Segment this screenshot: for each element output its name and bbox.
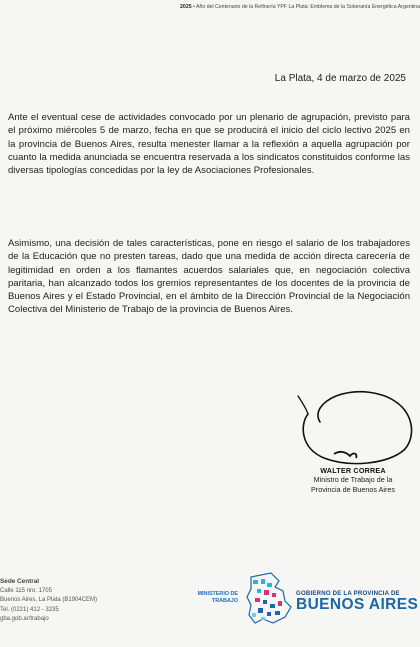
footer-address-line-2: Buenos Aires, La Plata (B1904CEM) [0, 597, 98, 603]
header-year: 2025 [180, 4, 192, 10]
header-motto-line [0, 2, 420, 12]
ministry-label [180, 591, 238, 605]
footer-address [0, 577, 97, 625]
signer-name: WALTER CORREA [320, 466, 386, 475]
letter-paragraph-1: Ante el eventual cese de actividades convocado por un plenario de agrupación, previsto para el próximo miércoles 5 de marzo, fecha en que se producirá el inicio del ciclo lectivo 2025 en la provincia de Buenos Aires, resulta menester llamar a la reflexión a aquella agrupación por cuanto la medida anunciada se encuentra reservada a los sindicatos constituidos conforme las diversas tipologías concedidas por la ley de Asociaciones Profesionales. [8, 112, 410, 177]
ministry-label-line-1: MINISTERIO DE [197, 591, 238, 597]
province-map-logo-icon [245, 571, 293, 627]
ministry-label-line-2: TRABAJO [211, 598, 238, 604]
signer-role-line-1: Ministro de Trabajo de la [313, 475, 393, 484]
footer-web-link[interactable]: gba.gob.ar/trabajo [0, 616, 49, 622]
footer-phone: Tel. (0221) 412 - 3235 [0, 606, 59, 613]
header-motto: • Año del Centenario de la Refinería YPF La Plata: Emblema de la Soberanía Energética Argentina [193, 4, 420, 10]
signer-block [300, 466, 406, 494]
letter-date: La Plata, 4 de marzo de 2025 [274, 73, 406, 84]
government-wordmark-line-1: GOBIERNO DE LA PROVINCIA DE [296, 590, 400, 597]
government-wordmark-line-2: BUENOS AIRES [296, 596, 419, 613]
footer-hq-label: Sede Central [0, 578, 40, 585]
signer-role-line-2: Provincia de Buenos Aires [311, 484, 395, 494]
government-wordmark [296, 590, 418, 613]
handwritten-signature [296, 378, 416, 468]
footer-address-line-1: Calle 115 nro. 1705 [0, 587, 52, 594]
letter-paragraph-2: Asimismo, una decisión de tales características, pone en riesgo el salario de los trabajadores de la Educación que no presten tareas, dado que una medida de acción directa carecería de legitimidad en orden a los flamantes acuerdos salariales que, en negociación colectiva paritaria, han alcanzado todos los gremios representantes de los docentes de la provincia de Buenos Aires y el Estado Provincial, en el ámbito de la Dirección Provincial de la Negociación Colectiva del Ministerio de Trabajo de la provincia de Buenos Aires. [8, 238, 410, 316]
